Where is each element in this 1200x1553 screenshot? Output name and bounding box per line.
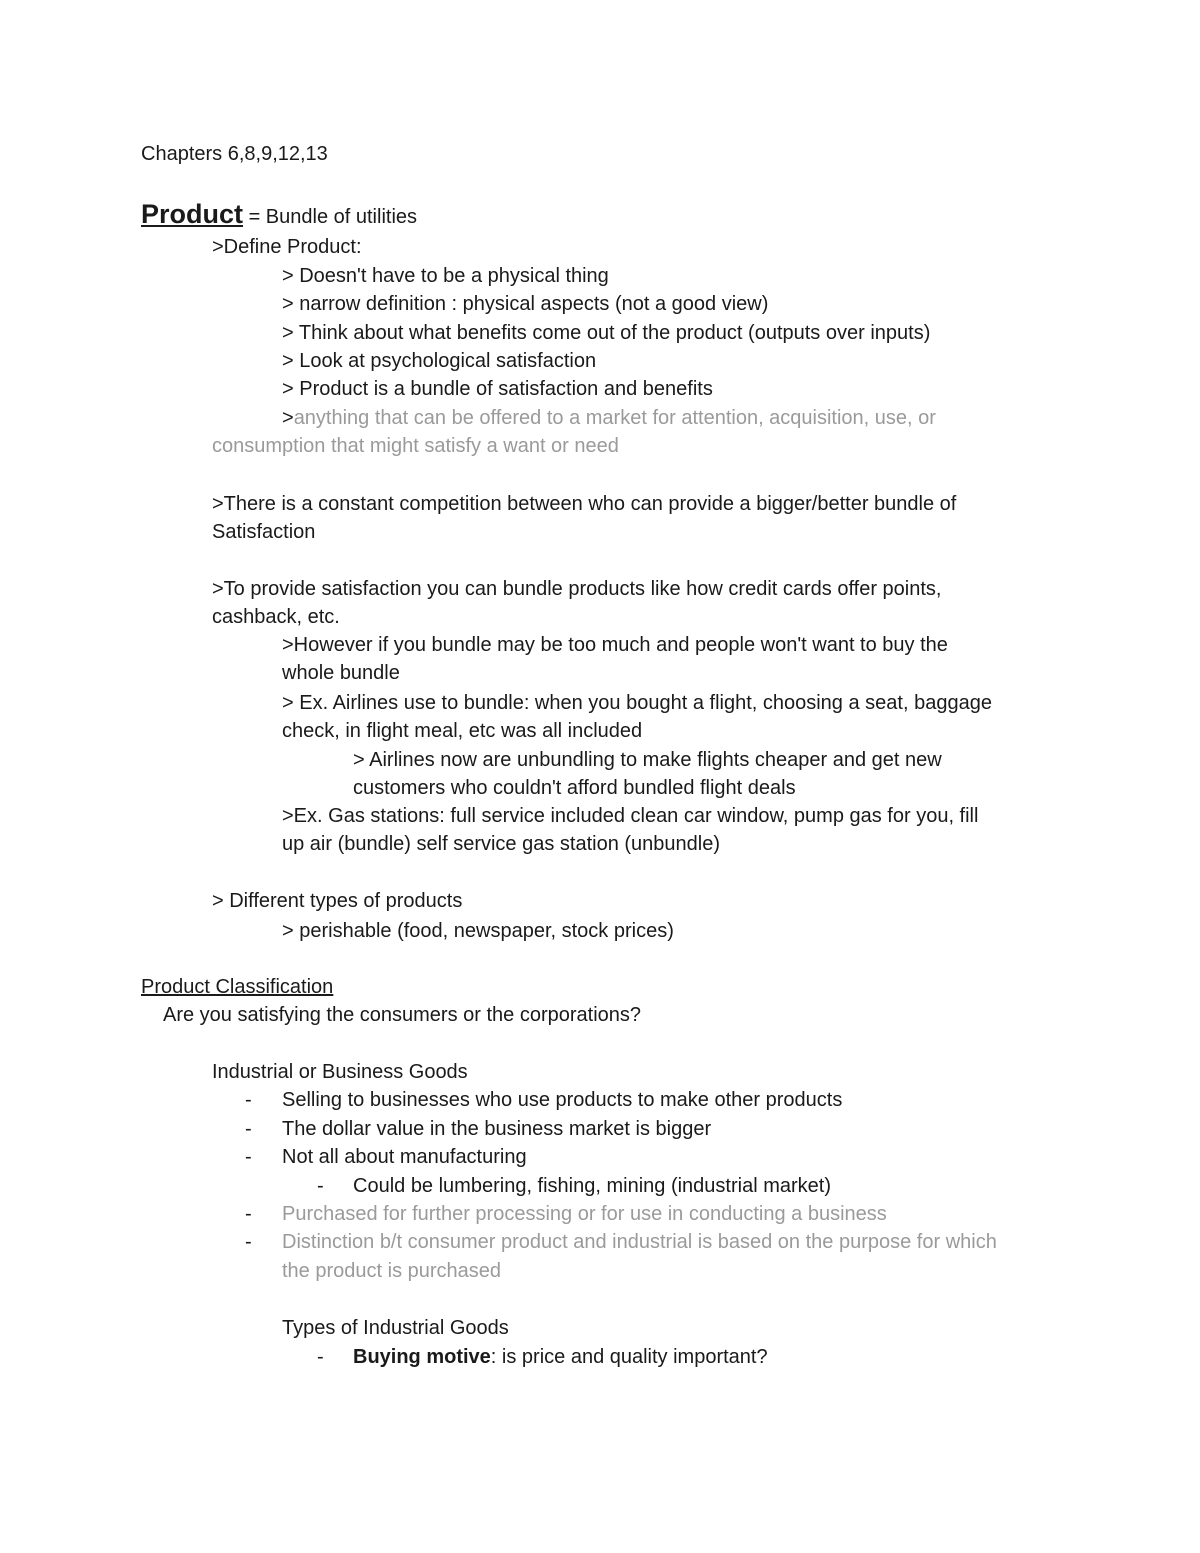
bundle-line-1: >To provide satisfaction you can bundle products like how credit cards offer points, <box>212 578 942 600</box>
bundle-line-2: cashback, etc. <box>212 606 340 628</box>
lumbering-point: Could be lumbering, fishing, mining (industrial market) <box>353 1175 831 1197</box>
competition-line-1: >There is a constant competition between who can provide a bigger/better bundle of <box>212 493 957 515</box>
def-point-4: > Look at psychological satisfaction <box>282 350 597 372</box>
types-of-products-line: > Different types of products <box>212 890 463 912</box>
anything-text: anything that can be offered to a market for attention, acquisition, use, or <box>293 407 936 429</box>
def-point-1: > Doesn't have to be a physical thing <box>282 265 609 287</box>
bullet-dash: - <box>245 1203 252 1225</box>
buying-motive-question: : is price and quality important? <box>490 1346 768 1368</box>
unbundle-line-1: > Airlines now are unbundling to make flights cheaper and get new <box>353 749 942 771</box>
anything-prefix: > <box>282 407 294 429</box>
distinction-line-1: Distinction b/t consumer product and industrial is based on the purpose for which <box>282 1231 997 1253</box>
unbundle-line-2: customers who couldn't afford bundled flight deals <box>353 777 796 799</box>
bullet-dash: - <box>317 1346 324 1368</box>
buying-motive-line <box>353 1343 768 1371</box>
classification-heading: Product Classification <box>141 976 334 998</box>
chapters-line: Chapters 6,8,9,12,13 <box>141 143 328 165</box>
types-industrial-heading: Types of Industrial Goods <box>282 1317 509 1339</box>
gas-line-2: up air (bundle) self service gas station (unbundle) <box>282 833 721 855</box>
classification-question: Are you satisfying the consumers or the corporations? <box>163 1004 642 1026</box>
anything-line-2: consumption that might satisfy a want or need <box>212 435 619 457</box>
def-point-3: > Think about what benefits come out of the product (outputs over inputs) <box>282 322 931 344</box>
distinction-line-2: the product is purchased <box>282 1260 502 1282</box>
competition-line-2: Satisfaction <box>212 521 316 543</box>
bullet-dash: - <box>245 1118 252 1140</box>
perishable-line: > perishable (food, newspaper, stock prices) <box>282 920 674 942</box>
buying-motive-term: Buying motive <box>353 1346 491 1368</box>
airlines-line-1: > Ex. Airlines use to bundle: when you bought a flight, choosing a seat, baggage <box>282 692 992 714</box>
product-heading-line <box>141 200 417 231</box>
airlines-line-2: check, in flight meal, etc was all included <box>282 720 643 742</box>
bullet-dash: - <box>245 1231 252 1253</box>
industrial-point-3: Not all about manufacturing <box>282 1146 527 1168</box>
def-point-2: > narrow definition : physical aspects (not a good view) <box>282 293 769 315</box>
industrial-heading: Industrial or Business Goods <box>212 1061 468 1083</box>
industrial-point-2: The dollar value in the business market is bigger <box>282 1118 712 1140</box>
bullet-dash: - <box>245 1146 252 1168</box>
anything-line-1 <box>282 404 936 432</box>
purchased-point: Purchased for further processing or for use in conducting a business <box>282 1203 887 1225</box>
product-definition: = Bundle of utilities <box>243 206 418 228</box>
bullet-dash: - <box>245 1089 252 1111</box>
product-term: Product <box>141 199 244 229</box>
bullet-dash: - <box>317 1175 324 1197</box>
industrial-point-1: Selling to businesses who use products to make other products <box>282 1089 843 1111</box>
however-line-1: >However if you bundle may be too much and people won't want to buy the <box>282 634 948 656</box>
however-line-2: whole bundle <box>282 662 400 684</box>
def-point-5: > Product is a bundle of satisfaction and benefits <box>282 378 713 400</box>
gas-line-1: >Ex. Gas stations: full service included clean car window, pump gas for you, fill <box>282 805 979 827</box>
define-product-line: >Define Product: <box>212 236 362 258</box>
